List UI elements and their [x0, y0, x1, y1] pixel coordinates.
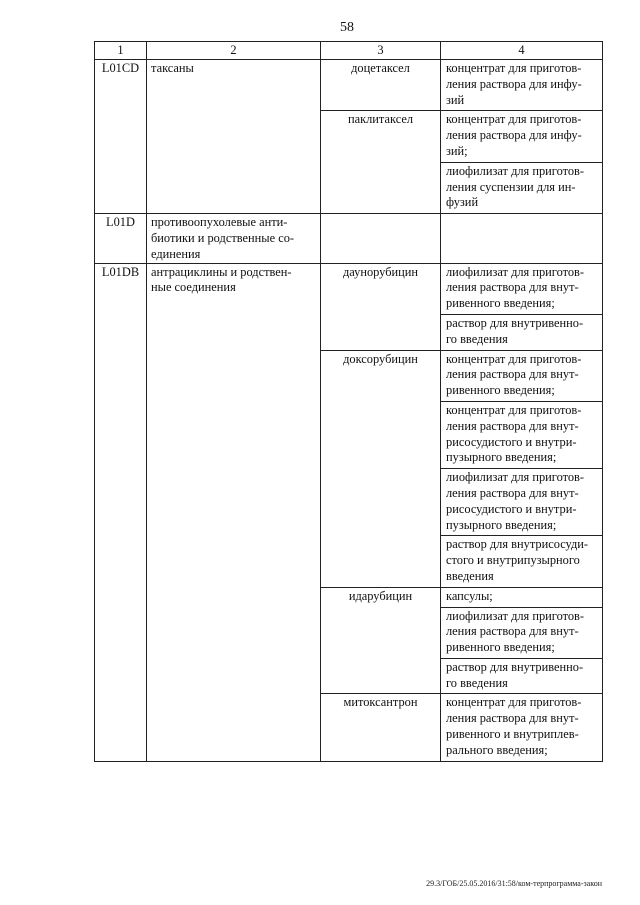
page-number: 58	[340, 20, 354, 35]
table-row	[95, 214, 603, 263]
atc-code: L01D	[95, 214, 147, 263]
dosage-form: концентрат для приготов- ления раствора для инфу- зий	[441, 60, 603, 111]
group-name: таксаны	[147, 60, 321, 214]
dosage-form: лиофилизат для приготов- ления суспензии для ин- фузий	[441, 162, 603, 213]
column-header: 4	[441, 42, 603, 60]
drug-name: доксорубицин	[321, 350, 441, 587]
column-header: 3	[321, 42, 441, 60]
dosage-form: раствор для внутривенно- го введения	[441, 314, 603, 350]
column-header: 2	[147, 42, 321, 60]
drug-name	[321, 214, 441, 263]
dosage-form: концентрат для приготов- ления раствора для инфу- зий;	[441, 111, 603, 162]
table-row	[95, 263, 603, 314]
dosage-form: лиофилизат для приготов- ления раствора для внут- рисосудистого и внутри- пузырного введения;	[441, 469, 603, 536]
header-row	[95, 42, 603, 60]
column-header: 1	[95, 42, 147, 60]
table-row	[95, 60, 603, 111]
drug-name: паклитаксел	[321, 111, 441, 214]
atc-code: L01DB	[95, 263, 147, 761]
drug-name: доцетаксел	[321, 60, 441, 111]
dosage-form: концентрат для приготов- ления раствора для внут- рисосудистого и внутри- пузырного введения;	[441, 401, 603, 468]
drug-name: идарубицин	[321, 587, 441, 694]
drug-name: даунорубицин	[321, 263, 441, 350]
dosage-form: концентрат для приготов- ления раствора для внут- ривенного введения;	[441, 350, 603, 401]
atc-code: L01CD	[95, 60, 147, 214]
group-name: противоопухолевые анти- биотики и родственные со- единения	[147, 214, 321, 263]
dosage-form: концентрат для приготов- ления раствора для внут- ривенного и внутриплев- рального введения;	[441, 694, 603, 761]
drug-name: митоксантрон	[321, 694, 441, 761]
dosage-form	[441, 214, 603, 263]
dosage-form: раствор для внутривенно- го введения	[441, 658, 603, 694]
dosage-form: раствор для внутрисосуди- стого и внутрипузырного введения	[441, 536, 603, 587]
footer-note: 29.3/ГОБ/25.05.2016/31:58/ком-терпрограмма-закон	[426, 879, 602, 888]
drug-table	[94, 41, 603, 762]
table-body	[95, 60, 603, 762]
dosage-form: лиофилизат для приготов- ления раствора для внут- ривенного введения;	[441, 263, 603, 314]
group-name: антрациклины и родствен- ные соединения	[147, 263, 321, 761]
dosage-form: капсулы;	[441, 587, 603, 607]
dosage-form: лиофилизат для приготов- ления раствора для внут- ривенного введения;	[441, 607, 603, 658]
